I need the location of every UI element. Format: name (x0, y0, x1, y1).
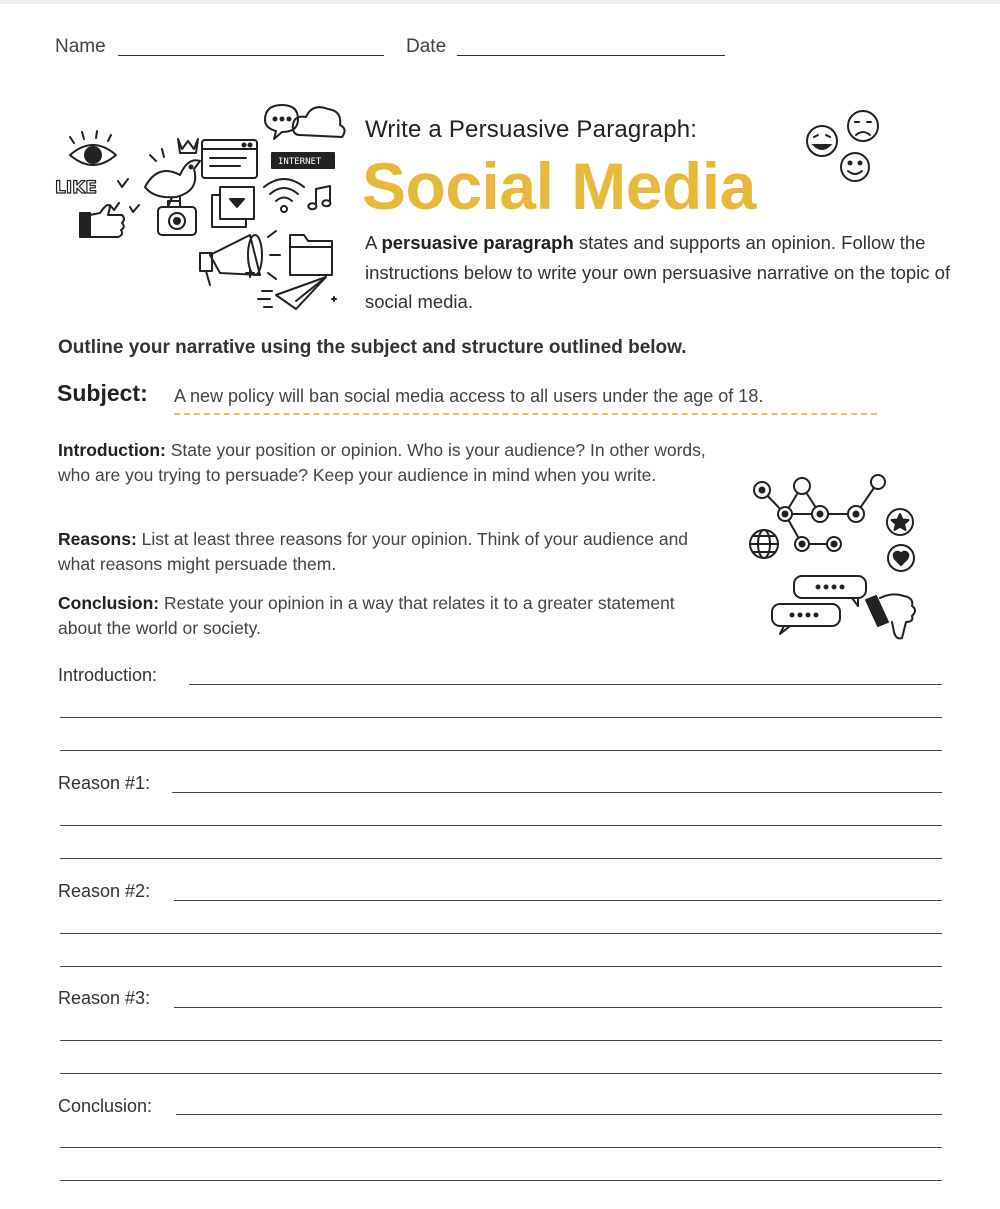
name-field[interactable] (118, 55, 384, 56)
answer-line[interactable] (174, 1007, 942, 1008)
wifi-icon (264, 179, 304, 212)
instruction-conclusion (58, 591, 718, 641)
worksheet-subtitle: Write a Persuasive Paragraph: (365, 116, 698, 143)
instruction-label: Reasons: (58, 529, 137, 549)
eye-icon (70, 131, 116, 165)
heart-icon (888, 545, 914, 571)
answer-label-conclusion: Conclusion: (58, 1096, 153, 1116)
answer-line[interactable] (60, 825, 942, 826)
chat-bubble-icon (772, 576, 866, 634)
social-media-doodle-art (50, 95, 350, 320)
instruction-introduction (58, 438, 718, 488)
smiley-face-icon (800, 105, 890, 190)
globe-icon (750, 530, 778, 558)
answer-line[interactable] (60, 966, 942, 967)
intro-lead: A (365, 232, 382, 253)
browser-window-icon (202, 140, 257, 178)
answer-label-reason-2: Reason #2: (58, 881, 151, 901)
answer-label-introduction: Introduction: (58, 665, 158, 685)
outline-instruction: Outline your narrative using the subject and structure outlined below. (58, 337, 687, 358)
thumbs-down-icon (866, 594, 915, 638)
camera-icon (158, 201, 196, 235)
internet-tag (272, 153, 334, 168)
name-label: Name (55, 36, 106, 57)
date-field[interactable] (457, 55, 725, 56)
cloud-icon (293, 107, 345, 137)
date-label: Date (406, 36, 447, 57)
answer-line[interactable] (172, 792, 942, 793)
answer-line[interactable] (176, 1114, 942, 1115)
answer-line[interactable] (60, 933, 942, 934)
answer-line[interactable] (60, 1180, 942, 1181)
answer-line[interactable] (60, 750, 942, 751)
photo-icon (212, 187, 254, 227)
subject-text: A new policy will ban social media access to all users under the age of 18. (174, 386, 764, 406)
music-note-icon (308, 186, 330, 209)
megaphone-icon (200, 231, 280, 285)
instruction-reasons (58, 527, 698, 577)
intro-paragraph (365, 228, 965, 317)
answer-label-reason-1: Reason #1: (58, 773, 151, 793)
instruction-label: Introduction: (58, 440, 166, 460)
instruction-label: Conclusion: (58, 593, 160, 613)
answer-line[interactable] (60, 1040, 942, 1041)
answer-line[interactable] (60, 858, 942, 859)
page-top-edge (0, 0, 1000, 4)
answer-label-reason-3: Reason #3: (58, 988, 151, 1008)
subject-label: Subject: (57, 380, 148, 406)
intro-bold-term: persuasive paragraph (381, 232, 574, 253)
thumbs-up-icon (80, 205, 124, 237)
crown-icon (178, 139, 198, 153)
subject-underline (174, 413, 877, 415)
answer-line[interactable] (174, 900, 942, 901)
answer-line[interactable] (60, 1147, 942, 1148)
worksheet-title: Social Media (362, 149, 756, 223)
answer-line[interactable] (60, 1073, 942, 1074)
internet-text: INTERNET (278, 157, 322, 167)
answer-line[interactable] (189, 684, 942, 685)
answer-line[interactable] (60, 717, 942, 718)
bird-icon (145, 149, 200, 207)
instruction-text: List at least three reasons for your opinion. Think of your audience and what reasons might persuade them. (58, 529, 689, 574)
network-icon (742, 468, 927, 643)
network-graph (754, 475, 885, 551)
folder-icon (290, 235, 332, 275)
star-icon (887, 509, 913, 535)
instruction-text: Restate your opinion in a way that relates it to a greater statement about the world or society. (58, 593, 675, 638)
instruction-text: State your position or opinion. Who is your audience? In other words, who are you trying to persuade? Keep your audience in mind when you write. (58, 440, 706, 485)
like-text: LIKE (55, 178, 97, 198)
intro-rest: states and supports an opinion. Follow the instructions below to write your own persuasive narrative on the topic of social media. (365, 232, 951, 312)
